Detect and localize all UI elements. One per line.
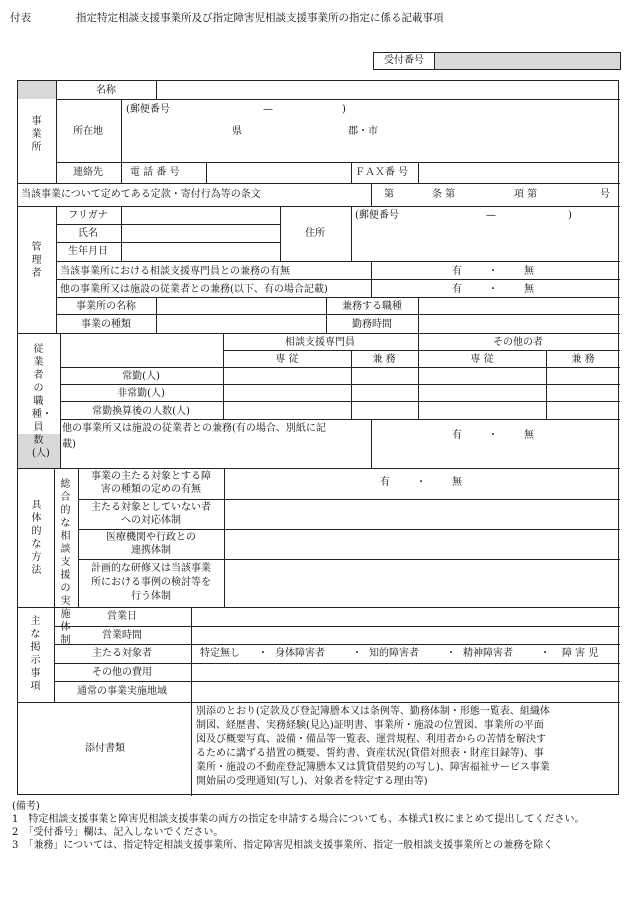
attachments-line: 図及び概要写真、設備・備品等一覧表、運営規程、利用者からの苦情を解決す [196,734,546,745]
system-row1-line2: 害の種類の定めの有無 [101,484,201,495]
manager-postal-label: (郵便番号 [355,210,399,221]
system-row2-line1: 主たる対象としていない者 [91,502,211,513]
office-name-sub-label: 事業所の名称 [76,301,136,312]
manager-section-label: 管理者 [31,242,42,279]
article-dai: 第 [384,189,394,200]
counselor-concurrent-header: 兼 務 [372,354,396,365]
system-row2-line2: への対応体制 [121,515,181,526]
attachments-label: 添付書類 [85,743,125,754]
office-section-label: 事業所 [31,116,42,153]
q1-yes: 有 [452,266,462,277]
target-intellectual: 知的障害者 [369,648,419,659]
system-yes: 有 [380,477,390,488]
other-costs-label: その他の費用 [92,667,152,678]
manager-postal-dash: — [486,210,496,221]
system-row1-line1: 事業の主たる対象とする障 [91,471,211,482]
office-kind-label: 事業の種類 [81,319,131,330]
article-jou: 条 第 [432,189,456,200]
system-no: 無 [452,477,462,488]
q2-yes: 有 [452,284,462,295]
system-row4-line1: 計画的な研修又は当該事業 [91,563,211,574]
work-hours-label: 勤務時間 [352,319,392,330]
notes-heading: (備考) [12,801,40,812]
fulltime-count-label: 常勤(人) [122,371,160,382]
target-mental: 精神障害者 [463,648,513,659]
q2-no: 無 [524,284,534,295]
office-address-label: 所在地 [73,126,103,137]
attachments-line: るために講ずる措置の概要、誓約書、資産状況(貸借対照表・財産目録等)、事 [196,748,544,759]
form-header [10,8,620,28]
articles-label: 当該事業について定めてある定款・寄付行為等の条文 [21,189,261,200]
service-area-label: 通常の事業実施地域 [77,686,167,697]
target-label: 主たる対象者 [92,648,152,659]
target-physical: 身体障害者 [275,648,325,659]
attachments-line: 開始届の受理通知(写し)、対象者を特定する理由等) [196,776,428,787]
receipt-number-box [373,52,621,70]
attachment-label: 付表 [10,12,31,24]
office-name-label: 名称 [96,85,116,96]
notes-section [12,800,618,852]
manager-address-label: 住所 [305,228,325,239]
target-dot: ・ [352,648,362,659]
phone-label: 電 話 番 号 [130,167,180,178]
others-header: その他の者 [493,337,543,348]
office-postal-label: (郵便番号 [126,104,170,115]
others-fulltime-header: 専 従 [470,354,494,365]
prefecture-label: 県 [232,126,242,137]
manager-postal-close: ) [568,210,572,221]
q1-dot: ・ [488,266,498,277]
system-row4-line3: 行う体制 [131,591,171,602]
staff-concurrent-label-1: 他の事業所又は施設の従業者との兼務(有の場合、別紙に記 [62,423,326,434]
system-row3-line2: 連携体制 [131,545,171,556]
application-table [17,80,619,795]
blank-gray-cell [18,81,56,99]
dob-label: 生年月日 [68,246,108,257]
staff-dot: ・ [488,430,498,441]
business-hours-label: 営業時間 [102,630,142,641]
q2-dot: ・ [488,284,498,295]
system-row3-line1: 医療機関や行政との [106,532,196,543]
fax-label: ＦＡＸ番 号 [355,167,409,178]
furigana-label: フリガナ [68,210,108,221]
manager-q1-label: 当該事業所における相談支援専門員との兼務の有無 [60,266,290,277]
article-gou: 号 [600,189,610,200]
contact-label: 連絡先 [73,167,103,178]
note-item: 1 特定相談支援事業と障害児相談支援事業の両方の指定を申請する場合についても、本様式1枚にまとめて提出してください。 [12,814,585,825]
attachments-line: 業所・施設の不動産登記簿謄本又は賃貸借契約の写し)、障害福祉サービス事業 [196,762,550,773]
counselor-header: 相談支援専門員 [285,337,355,348]
receipt-number-label: 受付番号 [374,53,435,69]
attachments-line: 制図、経歴書、実務経験(見込)証明書、事業所・施設の位置図、事業所の平面 [196,720,544,731]
method-section-label: 具体的な方法 [31,500,42,576]
target-dot: ・ [540,648,550,659]
parttime-count-label: 非常勤(人) [117,388,165,399]
system-subsection-label: 総合的な相談支援の実施体制 [60,479,71,646]
others-concurrent-header: 兼 務 [571,354,595,365]
business-days-label: 営業日 [107,611,137,622]
target-dot: ・ [258,648,268,659]
attachments-line: 別添のとおり(定款及び登記簿謄本又は条例等、勤務体制・形態一覧表、組織体 [196,706,550,717]
note-item: 2 「受付番号」欄は、記入しないでください。 [12,827,224,838]
staff-section-label: 従業者の職種・員数(人) [32,344,52,459]
target-child: 障 害 児 [562,648,599,659]
office-postal-close: ) [342,104,346,115]
converted-count-label: 常勤換算後の人数(人) [92,406,190,417]
manager-q2-label: 他の事業所又は施設の従業者との兼務(以下、有の場合記載) [60,284,328,295]
city-label: 郡・市 [348,126,378,137]
office-postal-dash: — [263,104,273,115]
staff-yes: 有 [452,430,462,441]
q1-no: 無 [524,266,534,277]
target-none: 特定無し [200,648,240,659]
system-dot: ・ [416,477,426,488]
concurrent-type-label: 兼務する職種 [342,301,402,312]
manager-name-label: 氏名 [78,228,98,239]
staff-concurrent-label-2: 載) [62,439,76,450]
article-kou: 項 第 [514,189,538,200]
posting-section-label: 主な掲示事項 [30,616,41,692]
counselor-fulltime-header: 専 従 [275,354,299,365]
target-dot: ・ [446,648,456,659]
receipt-number-field [435,53,620,69]
form-title: 指定特定相談支援事業所及び指定障害児相談支援事業所の指定に係る記載事項 [76,12,444,24]
note-item: 3 「兼務」については、指定特定相談支援事業所、指定障害児相談支援事業所、指定一般相談支援事業所との兼務を除く [12,840,554,851]
system-row4-line2: 所における事例の検討等を [91,577,211,588]
staff-no: 無 [524,430,534,441]
